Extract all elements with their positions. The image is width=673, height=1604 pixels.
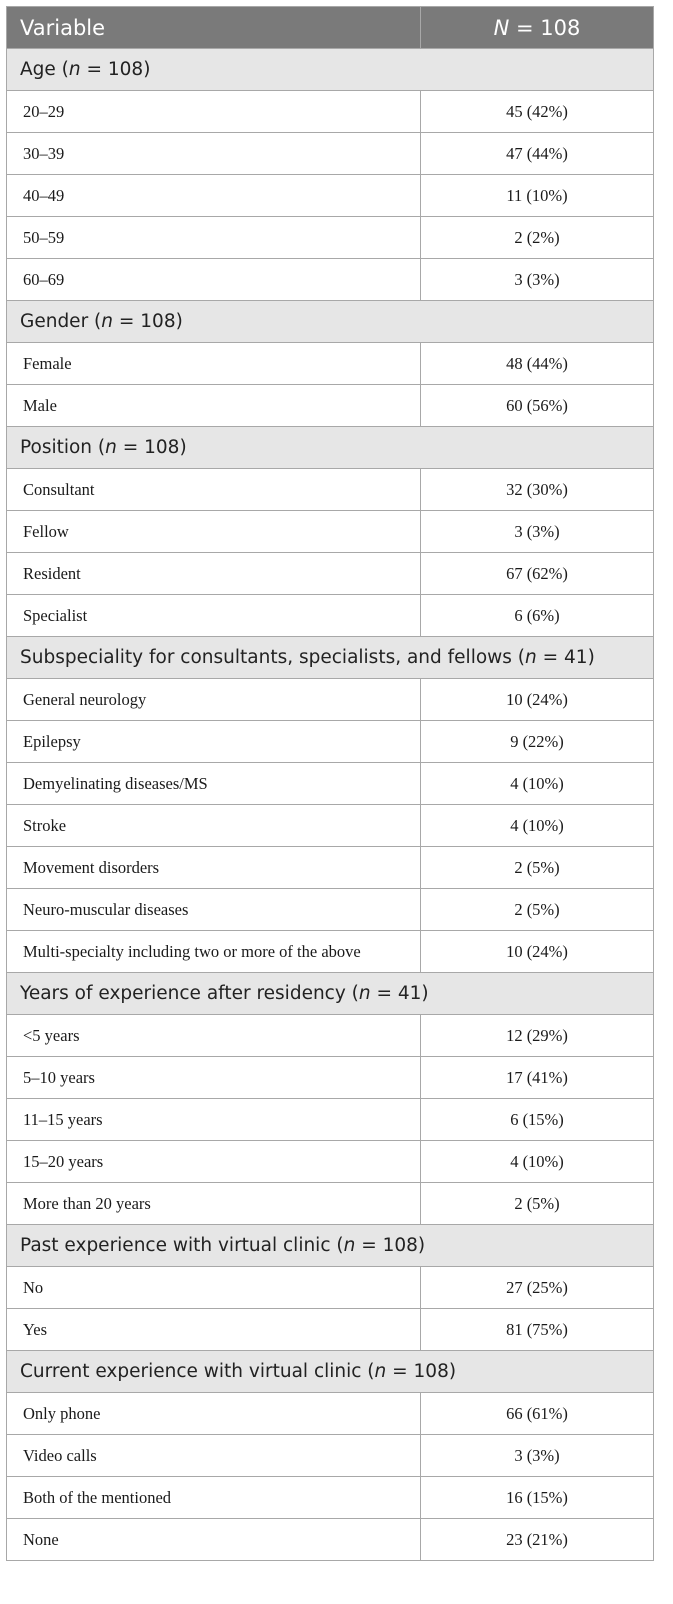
section-header-row [7, 1351, 654, 1393]
section-n-symbol: n [374, 1361, 387, 1382]
table-row [7, 553, 654, 595]
section-header-row [7, 49, 654, 91]
variable-cell: Consultant [7, 469, 421, 511]
variable-cell: Neuro-muscular diseases [7, 889, 421, 931]
variable-cell: Movement disorders [7, 847, 421, 889]
section-n-value: = 108) [113, 311, 183, 332]
section-n-symbol: n [105, 437, 117, 458]
header-n [421, 7, 654, 49]
count-cell: 2 (5%) [421, 847, 654, 889]
table-row [7, 889, 654, 931]
variable-cell: 11–15 years [7, 1099, 421, 1141]
count-cell: 3 (3%) [421, 259, 654, 301]
table-row [7, 595, 654, 637]
variable-cell: 5–10 years [7, 1057, 421, 1099]
variable-cell: <5 years [7, 1015, 421, 1057]
variable-cell: Resident [7, 553, 421, 595]
section-n-value: = 41) [536, 647, 595, 668]
count-cell: 23 (21%) [421, 1519, 654, 1561]
section-label: Past experience with virtual clinic ( [20, 1235, 344, 1256]
variable-cell: Female [7, 343, 421, 385]
count-cell: 10 (24%) [421, 679, 654, 721]
table-row [7, 343, 654, 385]
count-cell: 2 (2%) [421, 217, 654, 259]
table-row [7, 1183, 654, 1225]
table-row [7, 469, 654, 511]
table-row [7, 1141, 654, 1183]
count-cell: 66 (61%) [421, 1393, 654, 1435]
table-row [7, 1057, 654, 1099]
table-row [7, 1435, 654, 1477]
table-row [7, 1309, 654, 1351]
count-cell: 47 (44%) [421, 133, 654, 175]
section-n-symbol: n [358, 983, 371, 1004]
section-n-value: = 41) [370, 983, 429, 1004]
variable-cell: Yes [7, 1309, 421, 1351]
table-row [7, 931, 654, 973]
section-header-row [7, 301, 654, 343]
header-n-value: = 108 [509, 15, 581, 40]
section-header-row [7, 637, 654, 679]
variable-cell: Specialist [7, 595, 421, 637]
section-label: Age ( [20, 59, 69, 80]
table-row [7, 175, 654, 217]
count-cell: 45 (42%) [421, 91, 654, 133]
table-row [7, 511, 654, 553]
variable-cell: Stroke [7, 805, 421, 847]
variable-cell: Demyelinating diseases/MS [7, 763, 421, 805]
count-cell: 32 (30%) [421, 469, 654, 511]
header-n-symbol: N [493, 15, 510, 40]
table-body [7, 49, 654, 1561]
count-cell: 81 (75%) [421, 1309, 654, 1351]
variable-cell: 50–59 [7, 217, 421, 259]
table-row [7, 1519, 654, 1561]
section-label: Gender ( [20, 311, 102, 332]
count-cell: 16 (15%) [421, 1477, 654, 1519]
section-title [7, 637, 654, 679]
table-row [7, 1267, 654, 1309]
section-n-value: = 108) [386, 1361, 457, 1382]
demographics-table [6, 6, 654, 1561]
count-cell: 60 (56%) [421, 385, 654, 427]
table-row [7, 133, 654, 175]
variable-cell: 40–49 [7, 175, 421, 217]
table-row [7, 259, 654, 301]
section-label: Position ( [20, 437, 106, 458]
table-row [7, 1393, 654, 1435]
section-n-symbol: n [101, 311, 114, 332]
variable-cell: 60–69 [7, 259, 421, 301]
section-header-row [7, 427, 654, 469]
section-title [7, 1225, 654, 1267]
section-title [7, 49, 654, 91]
variable-cell: More than 20 years [7, 1183, 421, 1225]
variable-cell: Epilepsy [7, 721, 421, 763]
table-row [7, 217, 654, 259]
variable-cell: Only phone [7, 1393, 421, 1435]
count-cell: 4 (10%) [421, 763, 654, 805]
section-header-row [7, 1225, 654, 1267]
variable-cell: No [7, 1267, 421, 1309]
table-row [7, 721, 654, 763]
section-title [7, 301, 654, 343]
table-row [7, 1099, 654, 1141]
count-cell: 11 (10%) [421, 175, 654, 217]
section-n-value: = 108) [80, 59, 151, 80]
variable-cell: Male [7, 385, 421, 427]
count-cell: 3 (3%) [421, 1435, 654, 1477]
table-row [7, 1015, 654, 1057]
table-row [7, 679, 654, 721]
count-cell: 3 (3%) [421, 511, 654, 553]
variable-cell: Both of the mentioned [7, 1477, 421, 1519]
variable-cell: Video calls [7, 1435, 421, 1477]
variable-cell: None [7, 1519, 421, 1561]
table-header-row [7, 7, 654, 49]
count-cell: 12 (29%) [421, 1015, 654, 1057]
variable-cell: Multi-specialty including two or more of the above [7, 931, 421, 973]
section-label: Years of experience after residency ( [20, 983, 359, 1004]
section-header-row [7, 973, 654, 1015]
table-row [7, 763, 654, 805]
count-cell: 67 (62%) [421, 553, 654, 595]
count-cell: 6 (15%) [421, 1099, 654, 1141]
header-variable: Variable [7, 7, 421, 49]
section-title [7, 1351, 654, 1393]
count-cell: 27 (25%) [421, 1267, 654, 1309]
variable-cell: 30–39 [7, 133, 421, 175]
table-row [7, 91, 654, 133]
section-label: Current experience with virtual clinic ( [20, 1361, 375, 1382]
table-row [7, 385, 654, 427]
variable-cell: 15–20 years [7, 1141, 421, 1183]
section-title [7, 973, 654, 1015]
section-n-symbol: n [343, 1235, 356, 1256]
variable-cell: 20–29 [7, 91, 421, 133]
section-n-symbol: n [68, 59, 81, 80]
table-row [7, 847, 654, 889]
count-cell: 48 (44%) [421, 343, 654, 385]
variable-cell: General neurology [7, 679, 421, 721]
count-cell: 6 (6%) [421, 595, 654, 637]
count-cell: 4 (10%) [421, 805, 654, 847]
section-label: Subspeciality for consultants, specialists, and fellows ( [20, 647, 526, 668]
section-n-value: = 108) [355, 1235, 426, 1256]
section-n-symbol: n [525, 647, 537, 668]
section-title [7, 427, 654, 469]
count-cell: 4 (10%) [421, 1141, 654, 1183]
count-cell: 2 (5%) [421, 1183, 654, 1225]
table-row [7, 1477, 654, 1519]
section-n-value: = 108) [116, 437, 187, 458]
count-cell: 17 (41%) [421, 1057, 654, 1099]
count-cell: 10 (24%) [421, 931, 654, 973]
variable-cell: Fellow [7, 511, 421, 553]
count-cell: 2 (5%) [421, 889, 654, 931]
count-cell: 9 (22%) [421, 721, 654, 763]
table-row [7, 805, 654, 847]
